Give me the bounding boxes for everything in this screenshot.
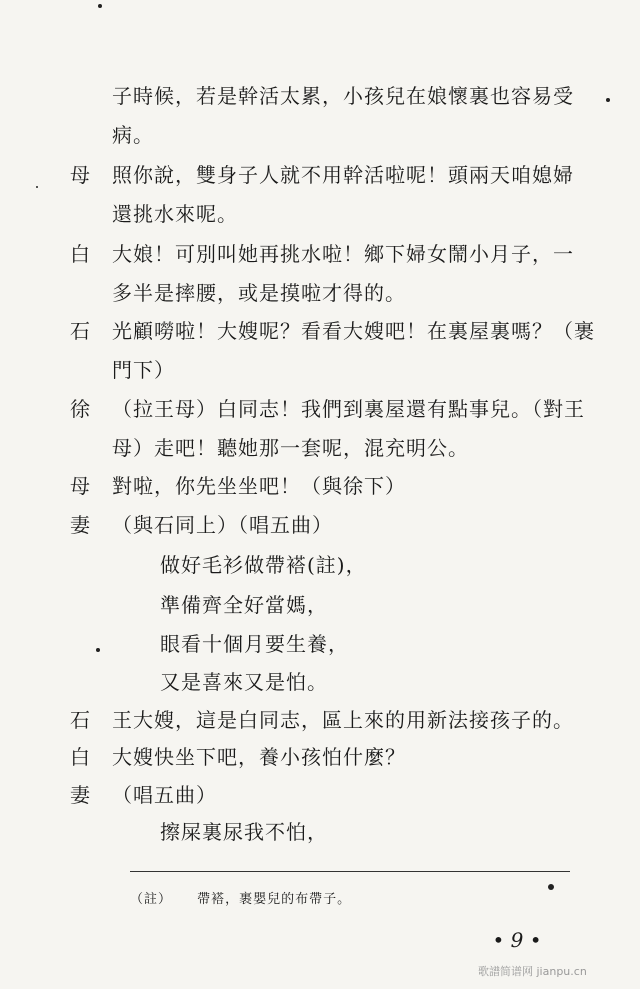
verse-line <box>0 814 640 850</box>
line-text: 王大嫂，這是白同志，區上來的用新法接孩子的。 <box>112 708 574 732</box>
dialogue-line <box>0 78 640 114</box>
line-text: 照你說，雙身子人就不用幹活啦呢！頭兩天咱媳婦 <box>112 163 574 187</box>
scan-speck <box>548 884 554 890</box>
verse-line <box>0 626 640 662</box>
speaker-label: 石 <box>70 708 91 732</box>
speaker-label: 白 <box>70 745 91 769</box>
line-text: 準備齊全好當媽， <box>160 593 328 617</box>
line-text: 門下） <box>112 358 175 382</box>
footnote-mark: （註） <box>130 892 173 907</box>
dialogue-line <box>0 468 640 504</box>
dialogue-line <box>0 275 640 311</box>
line-text: 大娘！可別叫她再挑水啦！鄉下婦女鬧小月子，一 <box>112 242 574 266</box>
line-text: 還挑水來呢。 <box>112 202 238 226</box>
line-text: （與石同上）（唱五曲） <box>112 513 333 537</box>
footnote-divider <box>130 871 570 872</box>
dialogue-line <box>0 196 640 232</box>
scan-speck <box>98 4 102 8</box>
line-text: （拉王母）白同志！我們到裏屋還有點事兒。（對王 <box>112 397 585 421</box>
dialogue-line <box>0 777 640 813</box>
dialogue-line <box>0 157 640 193</box>
speaker-label: 徐 <box>70 397 91 421</box>
line-text: 做好毛衫做帶褡(註)， <box>160 553 367 577</box>
verse-line <box>0 664 640 700</box>
speaker-label: 母 <box>70 474 91 498</box>
line-text: 多半是摔腰，或是摸啦才得的。 <box>112 281 406 305</box>
scan-speck <box>36 186 38 188</box>
footnote <box>130 888 351 912</box>
line-text: 擦屎裏尿我不怕， <box>160 820 328 844</box>
dialogue-line <box>0 236 640 272</box>
line-text: 母）走吧！聽她那一套呢，混充明公。 <box>112 436 469 460</box>
line-text: 對啦，你先坐坐吧！（與徐下） <box>112 474 406 498</box>
line-text: 大嫂快坐下吧，養小孩怕什麼？ <box>112 745 406 769</box>
dialogue-line <box>0 352 640 388</box>
page-number-dot: • <box>492 928 511 952</box>
page-number-value: 9 <box>510 928 524 952</box>
page-number <box>482 926 552 954</box>
line-text: 眼看十個月要生養， <box>160 632 349 656</box>
line-text: 子時候，若是幹活太累，小孩兒在娘懷裏也容易受 <box>112 84 574 108</box>
speaker-label: 妻 <box>70 783 91 807</box>
dialogue-line <box>0 391 640 427</box>
scan-speck <box>96 648 100 652</box>
verse-line <box>0 547 640 583</box>
dialogue-line <box>0 430 640 466</box>
dialogue-line <box>0 507 640 543</box>
speaker-label: 石 <box>70 319 91 343</box>
line-text: （唱五曲） <box>112 783 217 807</box>
scan-speck <box>606 98 610 102</box>
verse-line <box>0 587 640 623</box>
speaker-label: 妻 <box>70 513 91 537</box>
speaker-label: 白 <box>70 242 91 266</box>
dialogue-line <box>0 702 640 738</box>
dialogue-line <box>0 117 640 153</box>
dialogue-line <box>0 739 640 775</box>
page-number-dot: • <box>523 928 542 952</box>
line-text: 光顧嘮啦！大嫂呢？看看大嫂吧！在裏屋裏嗎？（裹 <box>112 319 595 343</box>
line-text: 病。 <box>112 123 154 147</box>
line-text: 又是喜來又是怕。 <box>160 670 328 694</box>
dialogue-line <box>0 313 640 349</box>
footnote-text: 帶褡，裹嬰兒的布帶子。 <box>197 892 352 907</box>
speaker-label: 母 <box>70 163 91 187</box>
site-watermark: 歌譜简谱网 jianpu.cn <box>478 965 587 978</box>
